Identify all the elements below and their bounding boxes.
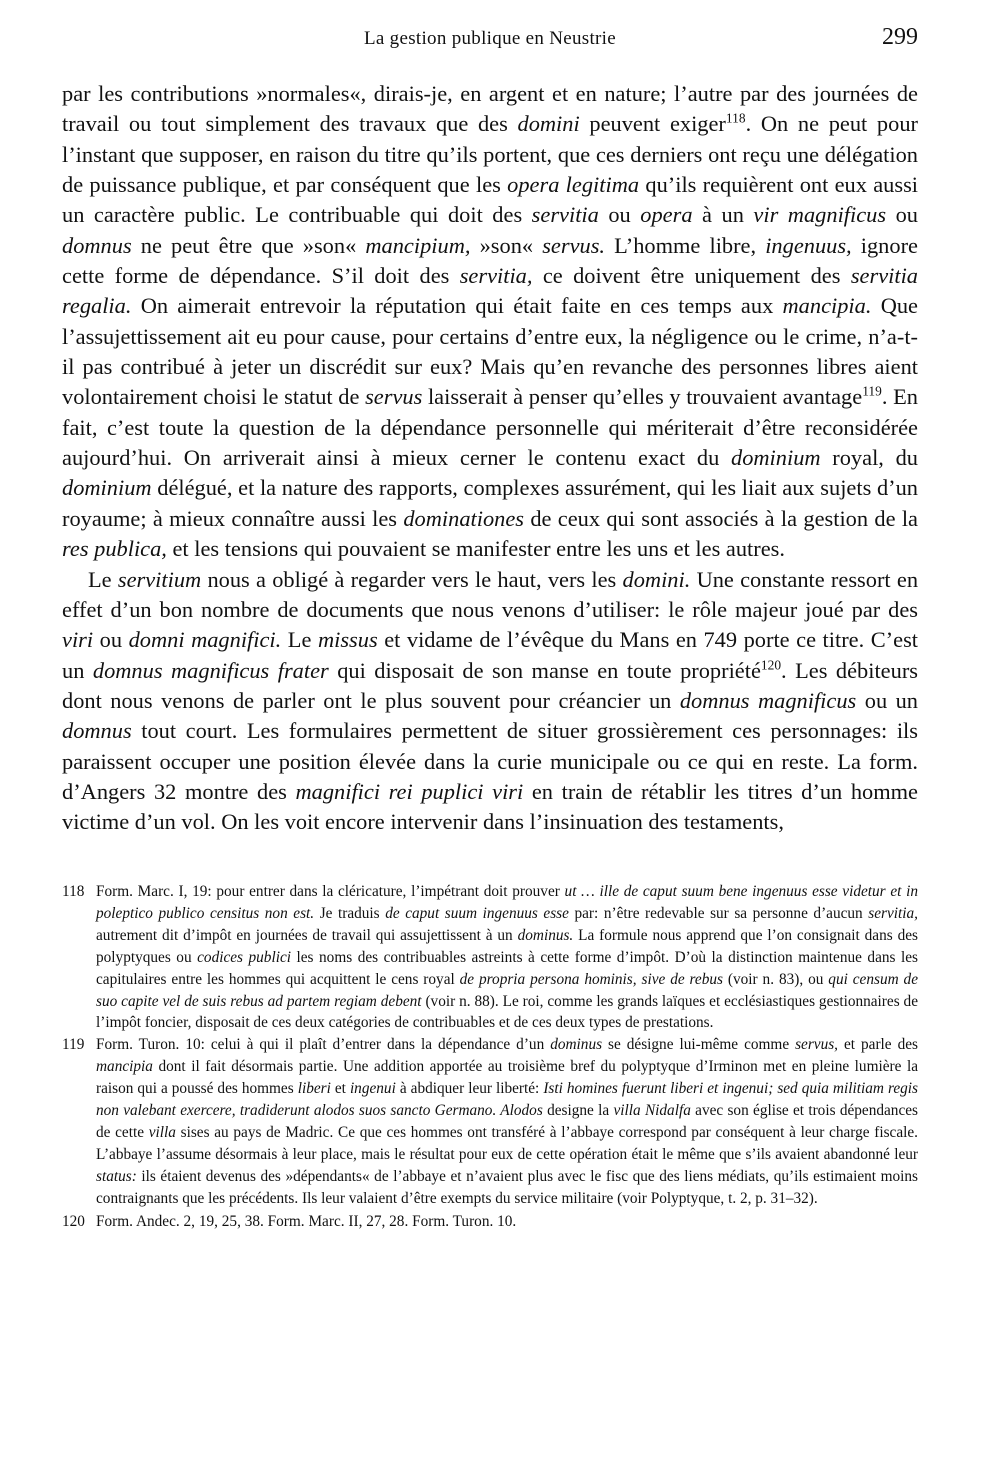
italic-term: vir magnificus [753,202,887,228]
italic-term: dominium [62,475,152,501]
italic-term: servitium [117,566,202,592]
text-run: Form. Marc. I, 19: pour entrer dans la cléricature, l’impétrant doit prouver [96,883,565,900]
italic-term: ut … ille de caput suum bene ingenuus esse videtur et in poleptico publico censitus non est. [96,883,918,922]
italic-term: dominium [731,445,821,471]
italic-term: missus [317,627,378,653]
footnote-ref[interactable]: 118 [725,110,746,126]
text-run: qui disposait de son manse en toute propriété [328,657,761,683]
italic-term: domni magnifici. [128,627,282,653]
text-run: et vidame de l’évêque du Mans en 749 porte ce titre. C’est un [62,627,918,683]
italic-term: viri [62,627,94,653]
italic-term: opera [640,202,693,228]
text-run: de ceux qui sont associés à la gestion de la [524,505,918,531]
text-run: L’homme libre, [605,232,766,258]
italic-term: domnus [62,232,132,258]
paragraph [62,565,918,838]
text-run: tout court. Les formulaires permettent de situer grossièrement ces personnages: ils paraissent occuper une position élevée dans la curie municipale ou ce qui en reste. La form. d’Angers 32 montre des [62,718,918,804]
text-run: à un [692,202,754,228]
text-run: ou un [856,687,919,713]
footnote-text [96,1211,918,1233]
text-run: (voir n. 83), ou [722,970,829,988]
italic-term: domini [517,111,580,137]
footnote [62,881,918,1034]
italic-term: domnus magnificus frater [92,657,329,683]
text-run: . Les débiteurs dont nous venons de parler ont le plus souvent pour créancier un [62,657,918,713]
text-run: (voir n. 88). Le roi, comme les grands laïques et ecclésiastiques gestionnaires de l’impôt foncier, disposait de ces deux catégories de contribuables et de ces deux types de prestations. [96,992,919,1032]
text-run: autrement dit d’impôt en journées de travail qui assujettissent à un [96,926,518,944]
text-run: La formule nous apprend que l’on consignait dans des polyptyques ou [96,926,918,966]
footnote [62,1211,918,1233]
italic-term: servitia, [459,263,533,289]
text-run: ils étaient devenus des »dépendants« de l’abbaye et n’avaient plus avec le fisc que des liens médiats, qu’ils estimaient moins contraignants que les précédents. Ils leur valaient d’être exempts du service militaire (voir Polyptyque, t. 2, p. 31–32). [96,1167,918,1207]
footnote-ref[interactable]: 119 [862,383,882,399]
footnote-number: 120 [62,1212,85,1230]
footnote-number: 118 [62,883,85,900]
footnote-ref[interactable]: 120 [760,657,782,673]
italic-term: mancipia. [782,293,872,319]
italic-term: opera legitima [507,172,640,198]
italic-term: dominationes [403,505,524,531]
text-run: ou [93,627,129,653]
italic-term: de caput suum ingenuus esse [385,904,569,922]
italic-term: codices publici [197,948,291,966]
text-run: par les contributions »normales«, dirais-je, en argent et en nature; l’autre par des journées de travail ou tout simplement des travaux que des [62,81,918,137]
text-run: ne peut être que »son« [131,232,366,258]
text-run: et [330,1080,350,1098]
text-run: délégué, et la nature des rapports, complexes assurément, qui les liait aux sujets d’un royaume; à mieux connaître aussi les [62,475,918,531]
running-title: La gestion publique en Neustrie [363,28,616,49]
italic-term: servus, [795,1036,839,1054]
italic-term: de propria persona hominis, sive de rebus [459,970,723,988]
italic-term: villa Nidalfa [613,1102,691,1120]
text-run: Je traduis [314,904,386,922]
italic-term: villa [148,1123,176,1141]
text-run: ce doivent être uniquement des [532,263,851,289]
text-run: par: n’être redevable sur sa personne d’aucun [568,904,869,922]
text-run: et les tensions qui pouvaient se manifester entre les uns et les autres. [166,536,785,562]
text-run: Que l’assujettissement ait eu pour cause, pour certains d’entre eux, la négligence ou le crime, n’a-t-il pas contribué à jeter un discrédit sur eux? Mais qu’en revanche des personnes libres aient volontairement choisi le statut de [62,293,918,410]
italic-term: mancipia [96,1058,153,1076]
italic-term: ingenuus, [765,232,852,258]
text-run: On aimerait entrevoir la réputation qui était faite en ces temps aux [131,293,783,319]
italic-term: servus [365,384,423,410]
text-run: ignore cette forme de dépendance. S’il doit des [62,232,918,289]
italic-term: mancipium, [365,232,471,258]
italic-term: domnus [62,718,132,744]
text-run: et parle des [838,1036,918,1054]
italic-term: servitia, [868,904,918,922]
text-run: les noms des contribuables astreints à cette forme d’impôt. D’où la distinction maintenue dans les capitulaires entre les hommes qui acquittent le cens royal [96,948,918,988]
text-run: Le [88,566,118,592]
text-run: ou [598,202,641,228]
text-run: laisserait à penser qu’elles y trouvaient avantage [422,384,863,410]
text-run: royal, du [820,445,918,471]
italic-term: dominus. [517,926,574,944]
text-run: . On ne peut pour l’instant que supposer, en raison du titre qu’ils portent, que ces derniers ont reçu une délégation de puissance publique, et par conséquent que les [62,111,918,198]
text-run: nous a obligé à regarder vers le haut, vers les [201,566,623,592]
text-run: Une constante ressort en effet d’un bon nombre de documents que nous venons d’utiliser: le rôle majeur joué par des [62,566,919,622]
italic-term: servus. [542,232,606,258]
footnote-number: 119 [62,1036,85,1054]
text-run: designe la [542,1102,614,1120]
italic-term: Isti homines fuerunt liberi et ingenui; sed quia militiam regis non valebant exercere, tradiderunt alodos suos sancto Germano. Alodos [96,1080,918,1120]
text-run: ou [886,202,918,228]
text-run: Le [281,627,318,653]
footnote-text [96,1034,918,1209]
footnote-text [96,881,918,1034]
text-run: peuvent exiger [579,111,726,137]
footnotes [62,881,918,1233]
text-run: . En fait, c’est toute la question de la dépendance personnelle qui mériterait d’être reconsidérée aujourd’hui. On arriverait ainsi à mieux cerner le contenu exact du [62,384,918,471]
text-run: qu’ils requièrent ont eux aussi un caractère public. Le contribuable qui doit des [62,172,919,228]
text-run: Form. Andec. 2, 19, 25, 38. Form. Marc. II, 27, 28. Form. Turon. 10. [96,1212,517,1230]
italic-term: qui censum de suo capite vel de suis rebus ad partem regiam debent [96,970,918,1010]
italic-term: magnifici rei puplici viri [295,778,524,804]
paragraph [62,79,918,565]
italic-term: domini. [622,566,691,592]
italic-term: dominus [550,1036,603,1054]
page-header [62,24,918,58]
italic-term: status: [96,1167,137,1185]
main-text [62,79,918,838]
text-run: en train de rétablir les titres d’un homme victime d’un vol. On les voit encore intervenir dans l’insinuation des testaments, [62,778,918,835]
italic-term: ingenui [349,1080,396,1098]
italic-term: domnus magnificus [679,687,857,713]
footnote [62,1034,918,1209]
text-run: se désigne lui-même comme [602,1036,796,1054]
page-number: 299 [882,24,918,50]
italic-term: servitia regalia. [62,263,918,319]
italic-term: servitia [531,202,599,228]
text-run: dont il fait désormais partie. Une addition apportée au troisième bref du polyptyque d’Irminon met en pleine lumière la raison qui a poussé des hommes [96,1058,918,1098]
italic-term: liberi [297,1080,331,1098]
text-run: à abdiquer leur liberté: [395,1080,544,1098]
text-run: avec son église et trois dépendances de cette [96,1102,918,1141]
text-run: Form. Turon. 10: celui à qui il plaît d’entrer dans la dépendance d’un [96,1036,551,1054]
text-run: sises au pays de Madric. Ce que ces hommes ont transféré à l’abbaye correspond par conséquent à leur charge fiscale. L’abbaye l’assume désormais à leur place, mais le résultat pour eux de cette opération était le même que s’ils avaient abandonné leur [96,1123,918,1163]
text-run: »son« [470,232,543,258]
italic-term: res publica, [62,536,167,562]
